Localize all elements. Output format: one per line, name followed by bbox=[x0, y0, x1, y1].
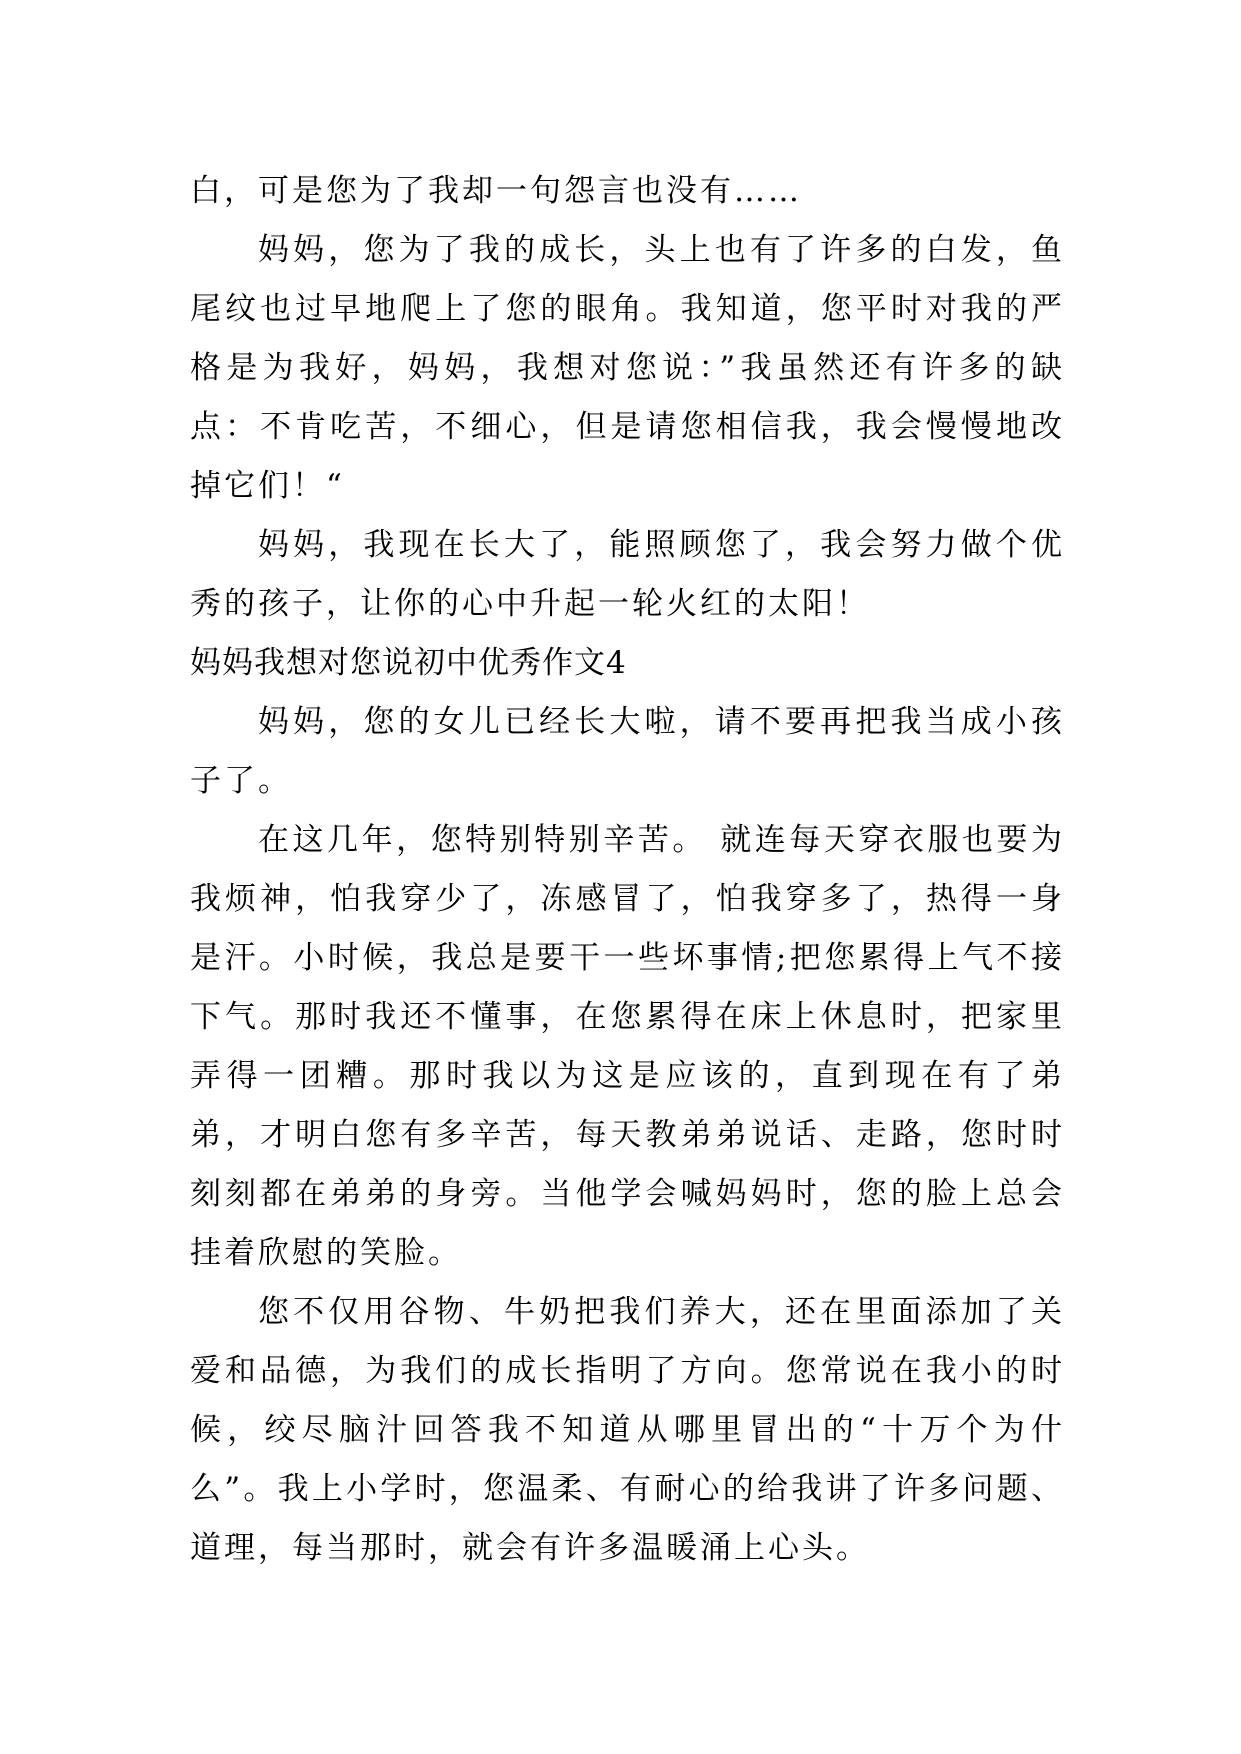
paragraph-continued: 白，可是您为了我却一句怨言也没有…… bbox=[190, 173, 802, 209]
paragraph-daughter-grown: 妈妈，您的女儿已经长大啦，请不要再把我当成小孩子了。 bbox=[190, 704, 1065, 799]
paragraph-hard-years: 在这几年，您特别特别辛苦。 就连每天穿衣服也要为我烦神，怕我穿少了，冻感冒了，怕我穿多了，热得一身是汗。小时候，我总是要干一些坏事情;把您累得上气不接下气。那时我还不懂事，在您累得在床上休息时，把家里弄得一团糟。那时我以为这是应该的，直到现在有了弟弟，才明白您有多辛苦，每天教弟弟说话、走路，您时时刻刻都在弟弟的身旁。当他学会喊妈妈时，您的脸上总会挂着欣慰的笑脸。 bbox=[190, 822, 1065, 1271]
paragraph-care-and-virtue: 您不仅用谷物、牛奶把我们养大，还在里面添加了关爱和品德，为我们的成长指明了方向。您常说在我小的时候，绞尽脑汁回答我不知道从哪里冒出的“十万个为什么”。我上小学时，您温柔、有耐心的给我讲了许多问题、道理，每当那时，就会有许多温暖涌上心头。 bbox=[190, 1294, 1065, 1566]
paragraph-grown-up: 妈妈，我现在长大了，能照顾您了，我会努力做个优秀的孩子，让你的心中升起一轮火红的太阳！ bbox=[190, 527, 1065, 622]
essay-title: 妈妈我想对您说初中优秀作文4 bbox=[190, 645, 627, 681]
paragraph-mother-white-hair: 妈妈，您为了我的成长，头上也有了许多的白发，鱼尾纹也过早地爬上了您的眼角。我知道，您平时对我的严格是为我好，妈妈，我想对您说：”我虽然还有许多的缺点：不肯吃苦，不细心，但是请您相信我，我会慢慢地改掉它们！“ bbox=[190, 232, 1065, 504]
essay-body bbox=[190, 162, 1065, 1578]
